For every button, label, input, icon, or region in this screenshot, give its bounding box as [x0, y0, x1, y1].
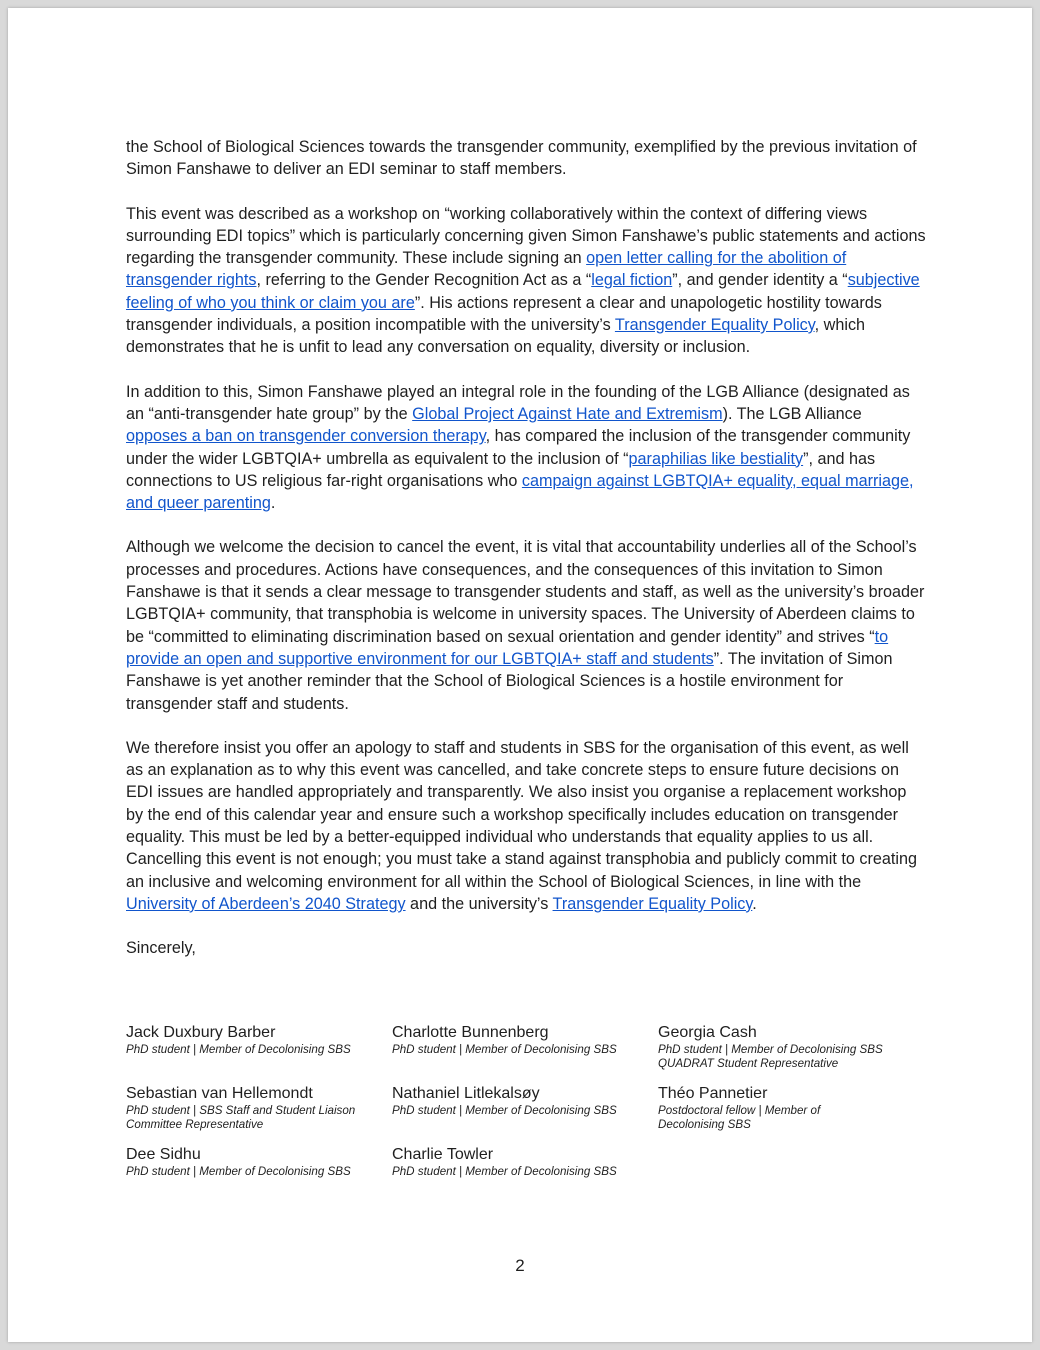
paragraph-text: In addition to this, Simon Fanshawe played an integral role in the founding of the LGB Alliance (designated as an “anti-transgender hate group” by the: [126, 382, 910, 423]
letter-body: [126, 136, 926, 982]
link-2040-strategy[interactable]: University of Aberdeen’s 2040 Strategy: [126, 894, 406, 913]
signatory-role: PhD student | Member of Decolonising SBS: [392, 1104, 617, 1117]
link-legal-fiction[interactable]: legal fiction: [591, 271, 673, 290]
link-conversion-therapy[interactable]: opposes a ban on transgender conversion therapy: [126, 427, 486, 446]
signatory: [392, 1085, 642, 1118]
paragraph-1: [126, 136, 926, 181]
signoff: Sincerely,: [126, 939, 196, 958]
paragraph-text: We therefore insist you offer an apology to staff and students in SBS for the organisation of this event, as well as an explanation as to why this event was cancelled, and take concrete steps to ensure future decisions on EDI issues are handled appropriately and transparently. We also insist you organise a replacement workshop by the end of this calendar year and ensure such a workshop specifically includes education on transgender equality. This must be led by a better-equipped individual who understands that equality applies to us all. Cancelling this event is not enough; you must take a stand against transphobia and publicly commit to creating an inclusive and welcoming environment for all within the School of Biological Sciences, in line with the: [126, 738, 917, 891]
signatory: [126, 1024, 376, 1057]
paragraph-text: ”. The invitation of Simon Fanshawe is yet another reminder that the School of Biological Sciences is a hostile environment for transgender staff and students.: [126, 649, 893, 713]
link-paraphilias[interactable]: paraphilias like bestiality: [628, 449, 804, 468]
paragraph-text: ”, and has connections to US religious far-right organisations who: [126, 449, 876, 490]
signatory-role: PhD student | Member of Decolonising SBS: [392, 1165, 617, 1178]
link-open-letter[interactable]: open letter calling for the abolition of transgender rights: [126, 249, 847, 290]
paragraph-text: ”, and gender identity a “: [672, 271, 848, 290]
paragraph-text: .: [270, 494, 276, 513]
signatory-name: Dee Sidhu: [126, 1146, 201, 1163]
signatory-name: Charlie Towler: [392, 1146, 494, 1163]
link-transgender-equality-policy[interactable]: Transgender Equality Policy: [614, 316, 815, 335]
page-number: 2: [515, 1256, 525, 1275]
paragraph-2: [126, 203, 926, 359]
paragraph-3: [126, 381, 926, 515]
link-subjective-feeling[interactable]: subjective feeling of who you think or claim you are: [126, 271, 920, 312]
signatory-name: Charlotte Bunnenberg: [392, 1024, 549, 1041]
signatory-name: Nathaniel Litlekalsøy: [392, 1085, 540, 1102]
signatory-role: PhD student | SBS Staff and Student Liaison Committee Representative: [126, 1104, 356, 1131]
signatory-role: PhD student | Member of Decolonising SBS QUADRAT Student Representative: [658, 1043, 883, 1070]
link-campaign-against[interactable]: campaign against LGBTQIA+ equality, equal marriage, and queer parenting: [126, 471, 914, 513]
signatory: [126, 1085, 371, 1131]
signatory-name: Georgia Cash: [658, 1024, 757, 1041]
paragraph-text: Although we welcome the decision to cancel the event, it is vital that accountability underlies all of the School’s processes and procedures. Actions have consequences, and the consequences of this invitation to Simon Fanshawe is that it sends a clear message to transgender students and staff, as well as the university’s broader LGBTQIA+ community, that transphobia is welcome in university spaces. The University of Aberdeen claims to be “committed to eliminating discrimination based on sexual orientation and gender identity” and strives “: [126, 538, 925, 646]
signatory-role: Postdoctoral fellow | Member of Decolonising SBS: [658, 1104, 821, 1131]
signatory-role: PhD student | Member of Decolonising SBS: [126, 1043, 351, 1056]
paragraph-text: , has compared the inclusion of the transgender community under the wider LGBTQIA+ umbrella as equivalent to the inclusion of “: [126, 427, 911, 468]
paragraph-text: .: [752, 894, 757, 913]
paragraph-text: ). The LGB Alliance: [722, 404, 862, 423]
link-supportive-environment[interactable]: to provide an open and supportive environment for our LGBTQIA+ staff and students: [126, 627, 889, 668]
signatory-name: Jack Duxbury Barber: [126, 1024, 276, 1041]
document-page: [8, 8, 1032, 1342]
link-global-project[interactable]: Global Project Against Hate and Extremism: [412, 404, 723, 423]
paragraph-text: This event was described as a workshop on “working collaboratively within the context of differing views surrounding EDI topics” which is particularly concerning given Simon Fanshawe’s public statements and actions regarding the transgender community. These include signing an: [126, 204, 926, 268]
signatory: [392, 1146, 642, 1179]
paragraph-text: , which demonstrates that he is unfit to lead any conversation on equality, diversity or inclusion.: [126, 316, 866, 357]
signatory: [126, 1146, 376, 1179]
paragraph-text: the School of Biological Sciences towards the transgender community, exemplified by the previous invitation of Simon Fanshawe to deliver an EDI seminar to staff members.: [126, 138, 917, 179]
signatory-name: Théo Pannetier: [658, 1085, 768, 1102]
paragraph-text: and the university’s: [405, 894, 553, 913]
signatory-name: Sebastian van Hellemondt: [126, 1085, 313, 1102]
signatory-role: PhD student | Member of Decolonising SBS: [126, 1165, 351, 1178]
link-transgender-equality-policy-2[interactable]: Transgender Equality Policy: [552, 894, 753, 913]
paragraph-text: ”. His actions represent a clear and unapologetic hostility towards transgender individuals, a position incompatible with the university’s: [126, 293, 882, 335]
signatory-role: PhD student | Member of Decolonising SBS: [392, 1043, 617, 1056]
signatory: [658, 1085, 838, 1131]
signatory: [392, 1024, 642, 1057]
paragraph-4: [126, 536, 926, 714]
paragraph-text: , referring to the Gender Recognition Act as a “: [256, 271, 592, 290]
signatory: [658, 1024, 903, 1070]
paragraph-5: [126, 737, 926, 915]
